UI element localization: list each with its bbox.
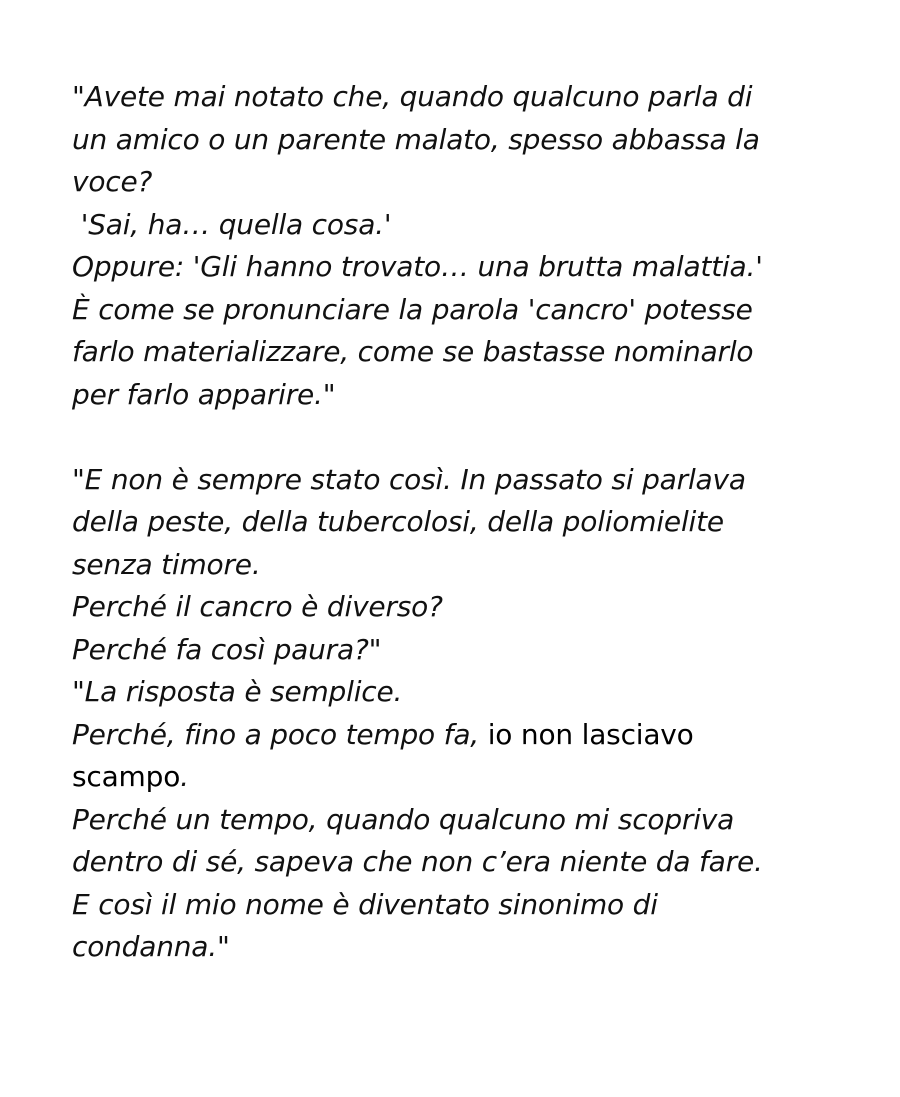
text-line: condanna." bbox=[72, 930, 230, 963]
text-line: un amico o un parente malato, spesso abbassa la bbox=[72, 122, 760, 156]
text-line: Perché un tempo, quando qualcuno mi scopriva bbox=[72, 802, 735, 836]
text-line: "E non è sempre stato così. In passato si parlava bbox=[72, 462, 746, 496]
text-line: farlo materializzare, come se bastasse nominarlo bbox=[72, 335, 754, 368]
mixed-emphasis-line bbox=[72, 756, 872, 799]
text-line: 'Sai, ha… quella cosa.' bbox=[72, 207, 392, 241]
paragraph-2 bbox=[72, 459, 872, 969]
text-line: E così il mio nome è diventato sinonimo di bbox=[72, 887, 658, 921]
text-line: senza timore. bbox=[72, 547, 261, 581]
text-line: "La risposta è semplice. bbox=[72, 675, 403, 708]
text-line: voce? bbox=[72, 165, 153, 198]
text-line: "Avete mai notato che, quando qualcuno parla di bbox=[72, 80, 753, 113]
text-line: Perché il cancro è diverso? bbox=[72, 590, 443, 623]
text-line: Perché fa così paura?" bbox=[72, 632, 382, 666]
mixed-emphasis-line bbox=[72, 714, 872, 757]
paragraph-spacing bbox=[72, 416, 872, 459]
document-body bbox=[72, 76, 872, 969]
text-line: della peste, della tubercolosi, della poliomielite bbox=[72, 505, 724, 538]
text-segment: . bbox=[180, 760, 189, 793]
text-line: Oppure: 'Gli hanno trovato… una brutta malattia.' bbox=[72, 250, 763, 283]
emphasized-text: scampo bbox=[72, 760, 181, 793]
paragraph-1 bbox=[72, 76, 872, 416]
text-line: per farlo apparire." bbox=[72, 377, 336, 411]
emphasized-text: io non lasciavo bbox=[487, 717, 694, 751]
text-segment: Perché, fino a poco tempo fa, bbox=[72, 717, 488, 751]
text-line: dentro di sé, sapeva che non c’era niente da fare. bbox=[72, 845, 763, 878]
text-line: È come se pronunciare la parola 'cancro' potesse bbox=[72, 292, 753, 326]
